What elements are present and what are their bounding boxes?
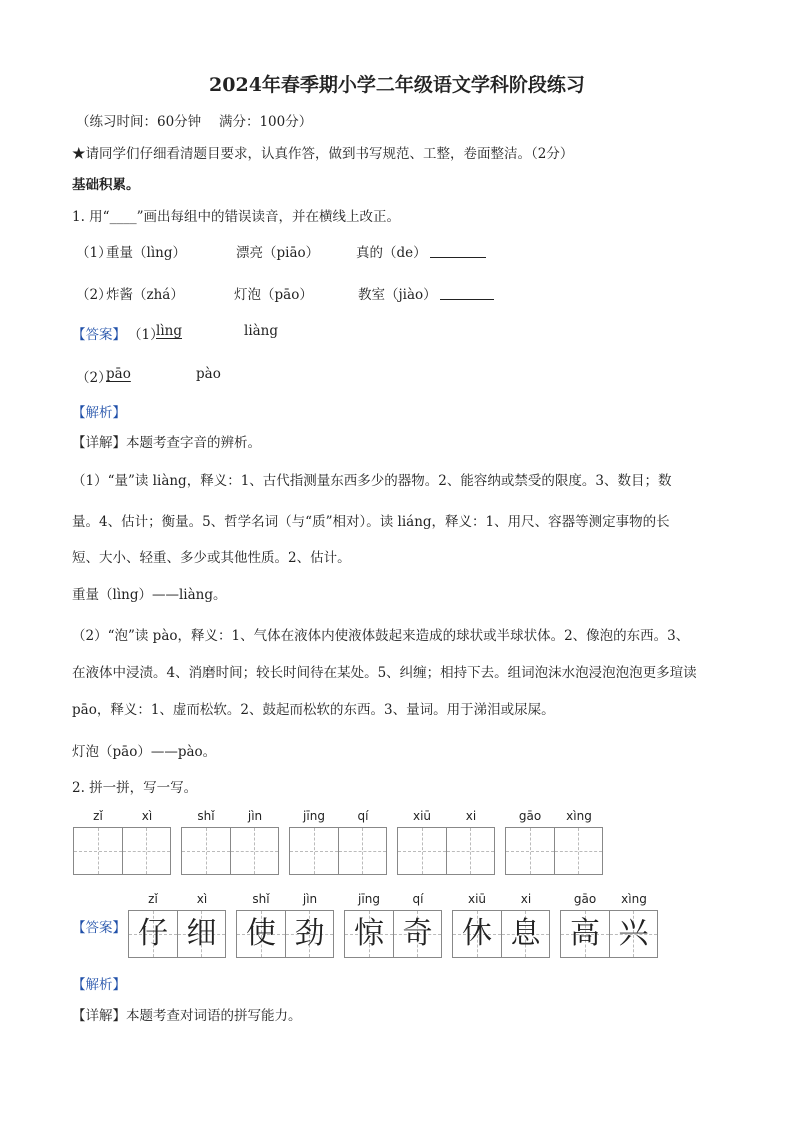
pinyin-label: xi [465, 809, 477, 823]
answer-char: 惊 [353, 916, 384, 951]
writing-grid[interactable] [73, 827, 171, 875]
answer1-right: liàng [244, 323, 279, 339]
pinyin-label: zǐ [93, 809, 103, 823]
answer1-wrong: lìng [156, 323, 182, 339]
pinyin-label: xi [520, 892, 532, 906]
pinyin-label: jìn [302, 892, 318, 906]
q1-row1-a: 重量（lìng） [106, 245, 186, 261]
explanation-line: （2）“泡”读 pào，释义：1、气体在液体内使液体鼓起来造成的球状或半球状体。2、像泡的东西。3、 [72, 628, 690, 644]
analysis-tag: 【解析】 [72, 405, 126, 421]
exam-meta: （练习时间：60分钟 满分：100分） [76, 114, 313, 130]
pinyin-label: jīng [303, 809, 325, 823]
explanation-line: pāo，释义：1、虚而松软。2、鼓起而松软的东西。3、量词。用于涕泪或尿屎。 [72, 702, 555, 718]
answer-char: 细 [186, 916, 217, 951]
answer2-wrong: pāo [106, 366, 131, 382]
pinyin-label: xiū [412, 809, 432, 823]
q1-row2-answer-blank[interactable] [440, 285, 494, 300]
answer-tag: 【答案】 [72, 920, 126, 936]
pinyin-label: xìng [621, 892, 647, 906]
q1-stem: 1. 用“____”画出每组中的错误读音，并在横线上改正。 [72, 209, 400, 225]
analysis-tag: 【解析】 [72, 977, 126, 993]
pinyin-label: xì [141, 809, 153, 823]
pinyin-label: zǐ [148, 892, 158, 906]
explanation-line: 短、大小、轻重、多少或其他性质。2、估计。 [72, 550, 351, 566]
writing-grid[interactable] [181, 827, 279, 875]
answer-char: 高 [569, 916, 600, 951]
writing-grid[interactable] [505, 827, 603, 875]
detail: 【详解】本题考查字音的辨析。 [72, 435, 261, 451]
q1-row1-b: 漂亮（piāo） [236, 245, 320, 261]
explanation-line: 在液体中浸渍。4、消磨时间；较长时间待在某处。5、纠缠；相持下去。组词泡沫水泡浸泡泡泡更多瑄读 [72, 665, 697, 681]
pinyin-label: xìng [566, 809, 592, 823]
answer-char: 休 [461, 916, 492, 951]
answer2-right: pào [196, 366, 221, 382]
pinyin-label: shǐ [197, 809, 215, 823]
answer-tag: 【答案】 [72, 327, 126, 343]
section-heading: 基础积累。 [72, 177, 140, 193]
notice: ★请同学们仔细看清题目要求，认真作答，做到书写规范、工整，卷面整洁。（2分） [72, 146, 574, 162]
q1-row2-a: 炸酱（zhá） [106, 287, 184, 303]
answer-char: 使 [245, 916, 276, 951]
answer-grid [560, 910, 658, 958]
detail: 【详解】本题考查对词语的拼写能力。 [72, 1008, 302, 1024]
answer-char: 劲 [294, 916, 325, 951]
pinyin-label: xiū [467, 892, 487, 906]
pinyin-label: jīng [358, 892, 380, 906]
q2-stem: 2. 拼一拼，写一写。 [72, 780, 198, 796]
pinyin-label: xì [196, 892, 208, 906]
pinyin-label: gāo [573, 892, 597, 906]
pinyin-label: qí [357, 809, 369, 823]
pinyin-label: qí [412, 892, 424, 906]
explanation-line: （1）“量”读 liàng，释义：1、古代指测量东西多少的器物。2、能容纳或禁受的限度。3、数目；数 [72, 473, 672, 489]
answer-char: 息 [510, 916, 541, 951]
answer-grid [128, 910, 226, 958]
answer-grid [236, 910, 334, 958]
answer-grid [452, 910, 550, 958]
explanation-line: 重量（lìng）——liàng。 [72, 587, 227, 603]
answer-grid [344, 910, 442, 958]
pinyin-label: gāo [518, 809, 542, 823]
writing-grid[interactable] [289, 827, 387, 875]
explanation-line: 量。4、估计；衡量。5、哲学名词（与“质”相对）。读 liáng，释义：1、用尺、容器等测定事物的长 [72, 514, 670, 530]
q1-row1-c: 真的（de） [356, 245, 427, 261]
answer-char: 仔 [137, 916, 168, 951]
q1-row1-answer-blank[interactable] [430, 243, 486, 258]
answer-char: 奇 [402, 916, 433, 951]
pinyin-label: shǐ [252, 892, 270, 906]
page-title: 2024年春季期小学二年级语文学科阶段练习 [209, 74, 585, 96]
q1-row2-b: 灯泡（pāo） [234, 287, 313, 303]
pinyin-label: jìn [247, 809, 263, 823]
explanation-line: 灯泡（pāo）——pào。 [72, 744, 217, 760]
answer-char: 兴 [618, 916, 649, 951]
q1-row2-c: 教室（jiào） [358, 287, 437, 303]
writing-grid[interactable] [397, 827, 495, 875]
